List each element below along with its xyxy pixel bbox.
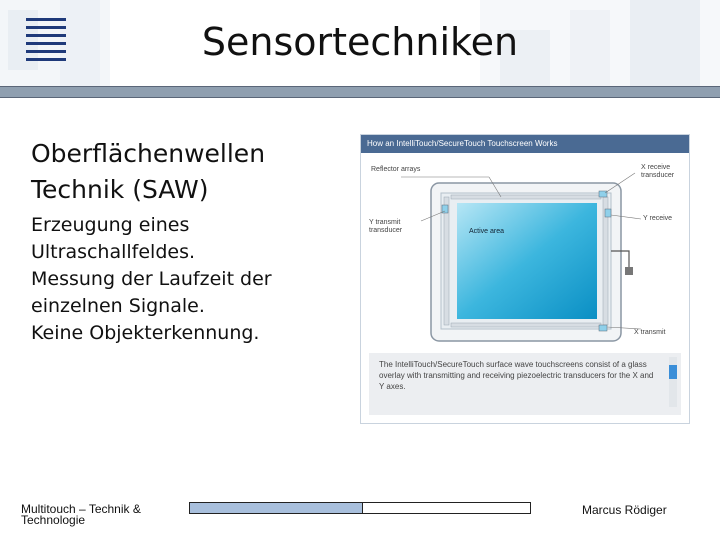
header-divider-bar [0,86,720,98]
reflector-array-left [444,197,449,325]
reflector-array-bottom [451,323,601,327]
diagram-illustration [361,153,689,353]
section-heading [31,136,331,208]
reflector-array-top [451,195,601,199]
description-line: Erzeugung eines [31,214,190,236]
description-line: Keine Objekterkennung. [31,322,260,344]
controller-connector [625,267,633,275]
description-line: Ultraschallfeldes. [31,241,196,263]
slide-progress-bar [189,502,531,514]
description-text [31,212,331,347]
label-x-transmit: X transmit [634,329,666,336]
active-area [457,203,597,319]
description-line: Messung der Laufzeit der [31,268,272,290]
slide-progress-fill [190,503,363,513]
heading-line-1: Oberflächenwellen [31,139,266,168]
label-reflector-arrays: Reflector arrays [371,166,421,173]
diagram-title: How an IntelliTouch/SecureTouch Touchscreen Works [361,135,689,153]
x-receive-transducer [599,191,607,197]
label-x-receive: X receive transducer [641,164,675,179]
diagram-caption-box [369,353,681,415]
footer-course-title: Multitouch – Technik & Technologie [21,502,141,527]
menu-icon[interactable] [26,14,70,68]
touchscreen-diagram [360,134,690,424]
footer-author: Marcus Rödiger [582,503,667,517]
diagram-caption: The IntelliTouch/SecureTouch surface wave touchscreens consist of a glass overlay with transmitting and receiving piezoelectric transducers for the X and Y axes. [379,360,654,391]
caption-scrollbar-thumb[interactable] [669,365,677,379]
label-y-transmit: Y transmit transducer [369,219,403,234]
heading-line-2: Technik (SAW) [31,175,209,204]
label-y-receive: Y receive [643,215,673,222]
label-active-area: Active area [469,228,505,235]
slide-header [0,0,720,86]
caption-scrollbar[interactable] [669,357,677,407]
y-receive-transducer [605,209,611,217]
description-line: einzelnen Signale. [31,295,205,317]
x-transmit-transducer [599,325,607,331]
slide-title: Sensortechniken [201,20,519,64]
